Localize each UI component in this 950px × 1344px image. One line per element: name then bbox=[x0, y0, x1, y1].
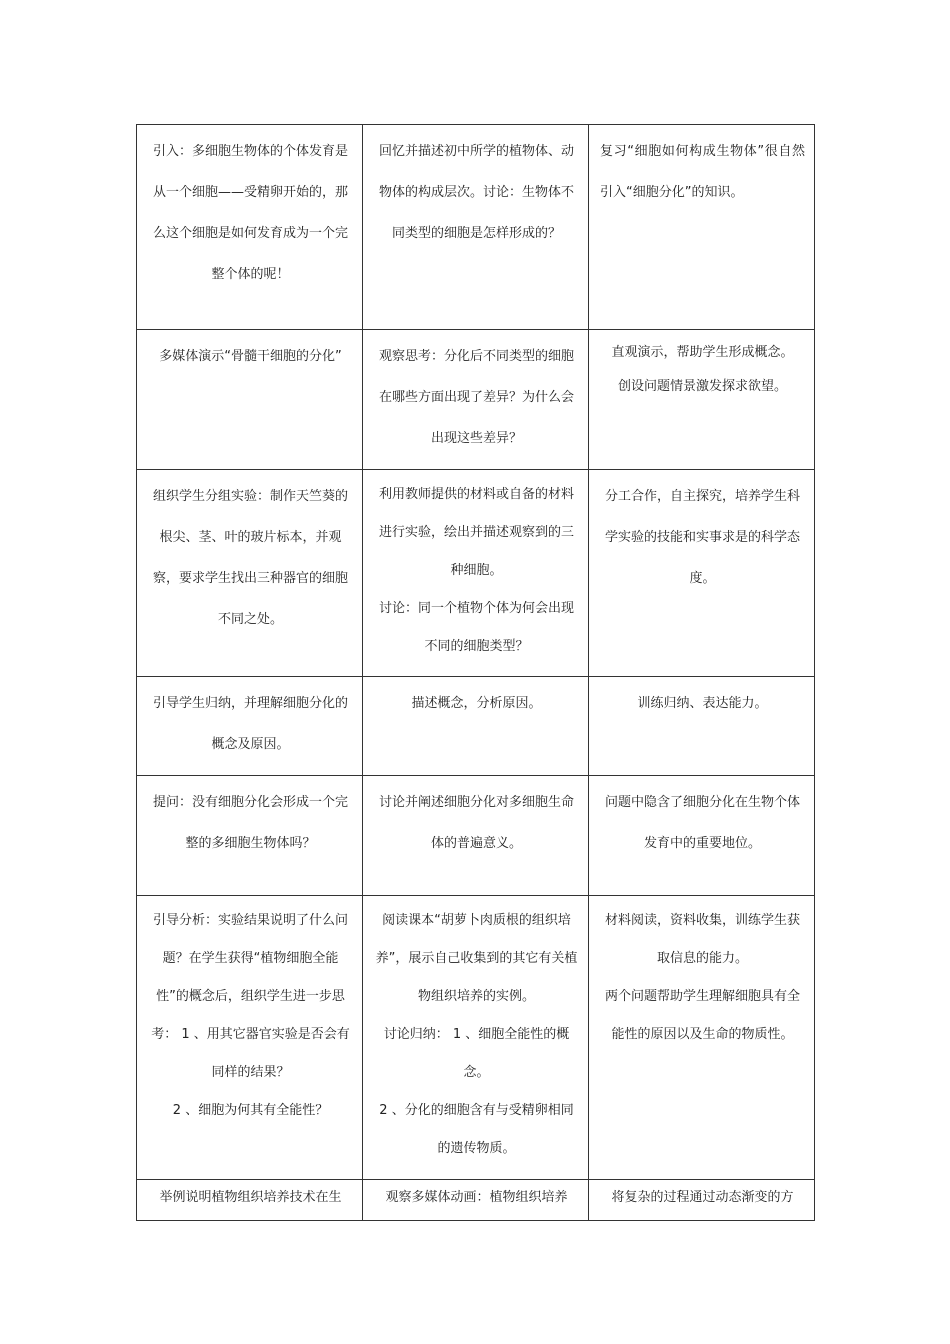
cell-text: 组织学生分组实验：制作天竺葵的根尖、茎、叶的玻片标本，并观察，要求学生找出三种器官的细胞不同之处。 bbox=[152, 489, 348, 627]
cell-text: 讨论归纳： 1 、细胞全能性的概念。 bbox=[383, 1027, 570, 1080]
teacher-activity-cell bbox=[137, 677, 363, 776]
design-intent-cell bbox=[589, 1180, 815, 1221]
cell-text: 讨论：同一个植物个体为何会出现不同的细胞类型？ bbox=[378, 601, 574, 654]
cell-text: 利用教师提供的材料或自备的材料进行实验，绘出并描述观察到的三种细胞。 bbox=[378, 487, 574, 578]
student-activity-cell bbox=[363, 470, 589, 677]
teacher-activity-cell bbox=[137, 125, 363, 330]
cell-text: 举例说明植物组织培养技术在生 bbox=[159, 1190, 342, 1205]
table-row bbox=[137, 125, 815, 330]
cell-text: 2 、分化的细胞含有与受精卵相同的遗传物质。 bbox=[379, 1103, 574, 1156]
student-activity-cell bbox=[363, 896, 589, 1180]
design-intent-cell bbox=[589, 776, 815, 896]
design-intent-cell bbox=[589, 470, 815, 677]
teacher-activity-cell bbox=[137, 1180, 363, 1221]
table-row bbox=[137, 470, 815, 677]
cell-text: 引导分析：实验结果说明了什么问题？在学生获得“植物细胞全能性”的概念后，组织学生进一步思考： 1 、用其它器官实验是否会有同样的结果？ bbox=[151, 913, 350, 1080]
cell-text: 阅读课本“胡萝卜肉质根的组织培养”，展示自己收集到的其它有关植物组织培养的实例。 bbox=[375, 913, 578, 1004]
cell-text: 分工合作，自主探究，培养学生科学实验的技能和实事求是的科学态度。 bbox=[604, 489, 800, 586]
cell-text: 引入：多细胞生物体的个体发育是从一个细胞——受精卵开始的，那么这个细胞是如何发育成为一个完整个体的呢！ bbox=[152, 144, 348, 282]
cell-text: 两个问题帮助学生理解细胞具有全能性的原因以及生命的物质性。 bbox=[604, 989, 800, 1042]
cell-text: 复习“细胞如何构成生物体”很自然引入“细胞分化”的知识。 bbox=[600, 144, 805, 200]
cell-text: 观察多媒体动画：植物组织培养 bbox=[385, 1190, 568, 1205]
cell-text: 讨论并阐述细胞分化对多细胞生命体的普遍意义。 bbox=[378, 795, 574, 851]
cell-text: 直观演示，帮助学生形成概念。 bbox=[611, 345, 794, 360]
design-intent-cell bbox=[589, 330, 815, 470]
student-activity-cell bbox=[363, 125, 589, 330]
lesson-plan-table bbox=[136, 124, 815, 1221]
cell-text: 回忆并描述初中所学的植物体、动物体的构成层次。讨论：生物体不同类型的细胞是怎样形成的？ bbox=[378, 144, 574, 241]
cell-text: 将复杂的过程通过动态渐变的方 bbox=[611, 1190, 794, 1205]
cell-text: 2 、细胞为何其有全能性？ bbox=[172, 1103, 329, 1118]
design-intent-cell bbox=[589, 896, 815, 1180]
cell-text: 引导学生归纳，并理解细胞分化的概念及原因。 bbox=[152, 696, 348, 752]
student-activity-cell bbox=[363, 677, 589, 776]
teacher-activity-cell bbox=[137, 470, 363, 677]
student-activity-cell bbox=[363, 330, 589, 470]
cell-text: 训练归纳、表达能力。 bbox=[637, 696, 768, 711]
design-intent-cell bbox=[589, 125, 815, 330]
teacher-activity-cell bbox=[137, 330, 363, 470]
design-intent-cell bbox=[589, 677, 815, 776]
table-row bbox=[137, 330, 815, 470]
cell-text: 材料阅读，资料收集，训练学生获取信息的能力。 bbox=[604, 913, 800, 966]
table-row bbox=[137, 1180, 815, 1221]
teacher-activity-cell bbox=[137, 776, 363, 896]
student-activity-cell bbox=[363, 1180, 589, 1221]
teacher-activity-cell bbox=[137, 896, 363, 1180]
table-row bbox=[137, 776, 815, 896]
cell-text: 观察思考：分化后不同类型的细胞在哪些方面出现了差异？为什么会出现这些差异？ bbox=[378, 349, 574, 446]
table-row bbox=[137, 896, 815, 1180]
cell-text: 多媒体演示“骨髓干细胞的分化” bbox=[159, 349, 342, 364]
cell-text: 问题中隐含了细胞分化在生物个体发育中的重要地位。 bbox=[604, 795, 800, 851]
cell-text: 创设问题情景激发探求欲望。 bbox=[617, 379, 787, 394]
student-activity-cell bbox=[363, 776, 589, 896]
cell-text: 提问：没有细胞分化会形成一个完整的多细胞生物体吗？ bbox=[152, 795, 348, 851]
cell-text: 描述概念，分析原因。 bbox=[411, 696, 542, 711]
table-row bbox=[137, 677, 815, 776]
